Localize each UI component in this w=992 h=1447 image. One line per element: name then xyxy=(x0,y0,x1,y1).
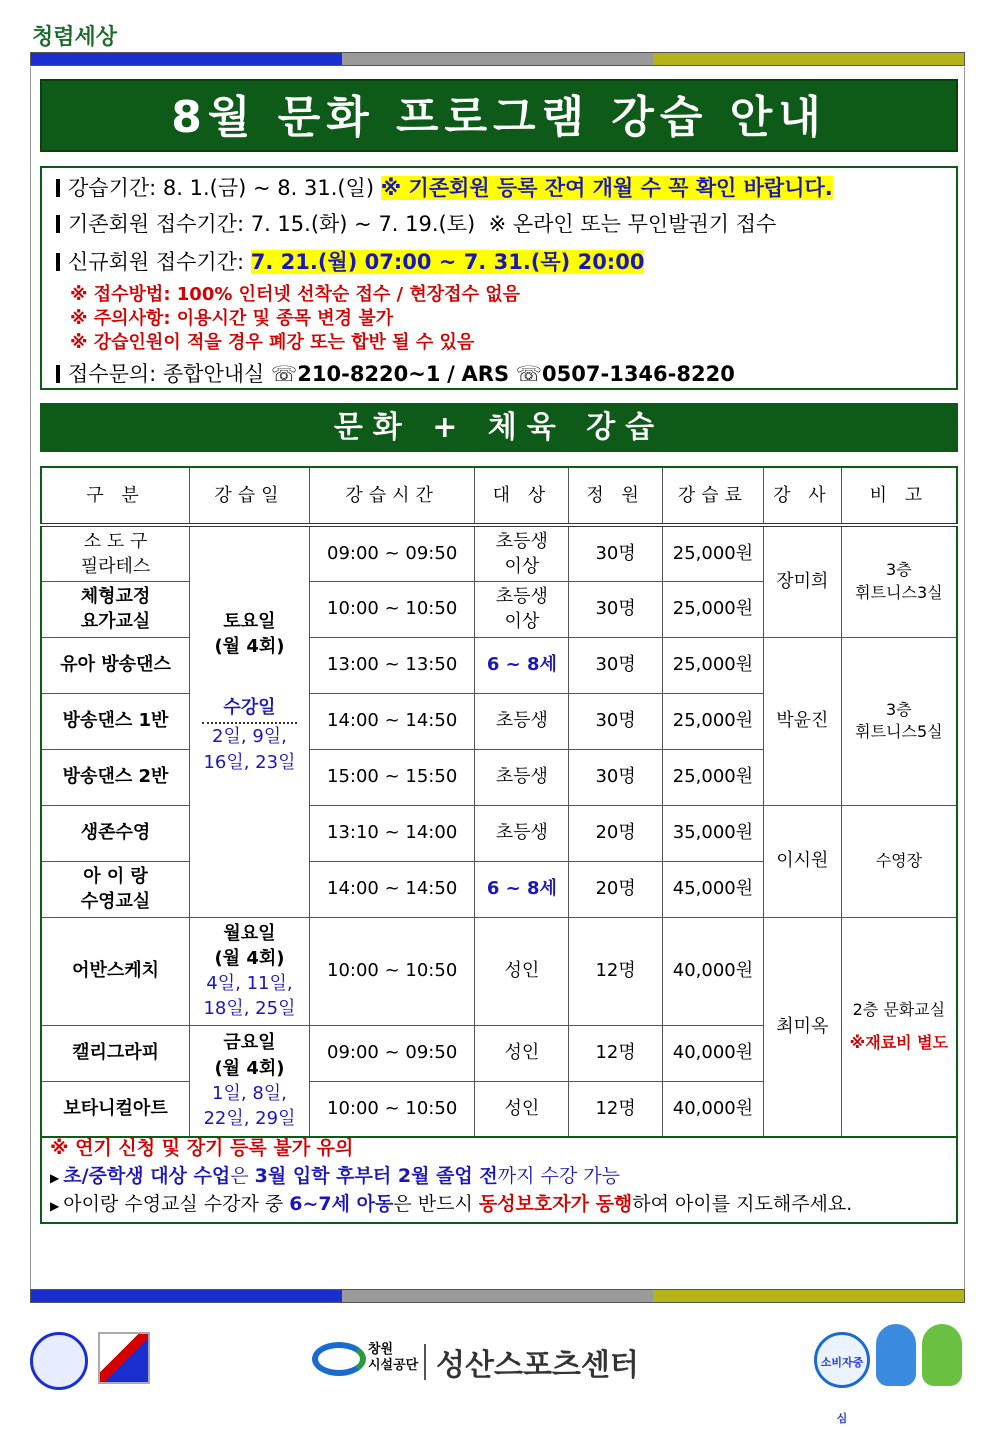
class-name: 생존수영 xyxy=(41,805,190,861)
period-line xyxy=(56,172,833,202)
saturday-label: 수강일 xyxy=(202,695,297,724)
section-title: 문화 + 체육 강습 xyxy=(40,403,958,452)
class-time: 13:10 ~ 14:00 xyxy=(309,805,475,861)
class-time: 15:00 ~ 15:50 xyxy=(309,749,475,805)
class-time: 14:00 ~ 14:50 xyxy=(309,861,475,917)
class-name: 방송댄스 2반 xyxy=(41,749,190,805)
class-capacity: 20명 xyxy=(569,805,663,861)
remark-cell: 수영장 xyxy=(841,805,957,917)
saturday-dates: 2일, 9일, 16일, 23일 xyxy=(203,726,296,773)
contact-line xyxy=(56,358,735,388)
class-capacity: 30명 xyxy=(569,637,663,693)
remark-cell: 3층 휘트니스5실 xyxy=(841,637,957,805)
mascot-green-icon xyxy=(922,1324,962,1386)
contact-prefix: 접수문의: 종합안내실 xyxy=(68,362,265,386)
class-fee: 25,000원 xyxy=(663,693,764,749)
new-line xyxy=(56,246,644,276)
table-row xyxy=(41,525,957,581)
instructor-cell: 최미옥 xyxy=(763,917,841,1137)
class-target: 초등생 xyxy=(475,693,569,749)
ccm-logo: 소비자중심 xyxy=(814,1332,870,1388)
info-box xyxy=(40,166,958,390)
class-time: 10:00 ~ 10:50 xyxy=(309,1081,475,1137)
period-label: 강습기간: 8. 1.(금) ~ 8. 31.(일) xyxy=(68,176,375,200)
header-target: 대 상 xyxy=(475,467,569,525)
table-header-row xyxy=(41,467,957,525)
table-row xyxy=(41,637,957,693)
existing-note: ※ 온라인 또는 무인발권기 접수 xyxy=(488,212,777,236)
header-time: 강습시간 xyxy=(309,467,475,525)
instructor-cell: 박윤진 xyxy=(763,637,841,805)
note-caution: ※ 주의사항: 이용시간 및 종목 변경 불가 xyxy=(70,308,394,329)
class-name: 캘리그라피 xyxy=(41,1025,190,1081)
center-name-logo: 성산스포츠센터 xyxy=(436,1348,639,1383)
bottom-color-band xyxy=(30,1289,965,1303)
saturday-day: 토요일 (월 4회) xyxy=(214,610,285,657)
footer-line-swim xyxy=(50,1190,956,1218)
logo-divider xyxy=(424,1344,426,1380)
changwon-logo-text: 창원 시설공단 xyxy=(368,1342,419,1373)
monday-day: 월요일 (월 4회) xyxy=(214,922,285,969)
class-fee: 45,000원 xyxy=(663,861,764,917)
page-title: 8월 문화 프로그램 강습 안내 xyxy=(40,79,958,152)
class-target: 초등생 이상 xyxy=(475,581,569,637)
footer-swim-head: 아이랑 수영교실 수강자 중 xyxy=(63,1193,290,1215)
class-fee: 40,000원 xyxy=(663,1081,764,1137)
new-label: 신규회원 접수기간: xyxy=(68,250,245,274)
header-category: 구 분 xyxy=(41,467,190,525)
header-fee: 강습료 xyxy=(663,467,764,525)
class-capacity: 12명 xyxy=(569,1025,663,1081)
class-capacity: 12명 xyxy=(569,917,663,1025)
class-time: 13:00 ~ 13:50 xyxy=(309,637,475,693)
class-fee: 35,000원 xyxy=(663,805,764,861)
friday-cell xyxy=(190,1025,310,1137)
class-fee: 25,000원 xyxy=(663,581,764,637)
triangle-bullet-icon: ▶ xyxy=(50,1199,60,1213)
footer-students-target: 초/중학생 대상 수업 xyxy=(63,1165,231,1187)
class-capacity: 12명 xyxy=(569,1081,663,1137)
class-name: 소 도 구 필라테스 xyxy=(41,525,190,581)
remark-cell: 3층 휘트니스3실 xyxy=(841,525,957,637)
contact-sep: / xyxy=(447,362,455,386)
class-capacity: 30명 xyxy=(569,693,663,749)
class-target: 성인 xyxy=(475,1081,569,1137)
table-row xyxy=(41,805,957,861)
class-time: 10:00 ~ 10:50 xyxy=(309,917,475,1025)
class-target: 6 ~ 8세 xyxy=(475,861,569,917)
footer-swim-mid: 은 반드시 xyxy=(393,1193,479,1215)
saturday-cell xyxy=(190,525,310,917)
footer-students-range: 3월 입학 후부터 2월 졸업 전 xyxy=(254,1165,498,1187)
monday-cell xyxy=(190,917,310,1025)
changwon-logo-icon xyxy=(312,1342,366,1376)
header-remark: 비 고 xyxy=(841,467,957,525)
mascot-blue-icon xyxy=(876,1324,916,1386)
note-cancel: ※ 강습인원이 적을 경우 폐강 또는 합반 될 수 있음 xyxy=(70,332,475,353)
ars-label: ARS xyxy=(461,362,510,386)
footer-swim-age: 6~7세 아동 xyxy=(289,1193,394,1215)
class-name: 유아 방송댄스 xyxy=(41,637,190,693)
class-time: 14:00 ~ 14:50 xyxy=(309,693,475,749)
class-fee: 25,000원 xyxy=(663,749,764,805)
triangle-bullet-icon: ▶ xyxy=(50,1171,60,1185)
phone-main[interactable]: ☏210-8220~1 xyxy=(271,362,441,386)
footer-line-students xyxy=(50,1162,956,1190)
class-capacity: 20명 xyxy=(569,861,663,917)
class-target: 초등생 xyxy=(475,749,569,805)
existing-line xyxy=(56,208,776,238)
footer-logos xyxy=(0,1320,992,1425)
class-name: 어반스케치 xyxy=(41,917,190,1025)
class-time: 10:00 ~ 10:50 xyxy=(309,581,475,637)
class-target: 초등생 이상 xyxy=(475,525,569,581)
phone-ars[interactable]: ☏0507-1346-8220 xyxy=(515,362,735,386)
note-method: ※ 접수방법: 100% 인터넷 선착순 접수 / 현장접수 없음 xyxy=(70,284,520,305)
class-capacity: 30명 xyxy=(569,749,663,805)
class-capacity: 30명 xyxy=(569,581,663,637)
friday-dates: 1일, 8일, 22일, 29일 xyxy=(203,1082,296,1129)
footer-students-particle: 은 xyxy=(230,1165,255,1187)
class-target: 성인 xyxy=(475,1025,569,1081)
class-time: 09:00 ~ 09:50 xyxy=(309,1025,475,1081)
certification-logo-icon xyxy=(98,1332,150,1384)
footer-notes xyxy=(40,1134,958,1224)
remark-material-note: ※재료비 별도 xyxy=(849,1032,949,1052)
human-rights-logo-icon xyxy=(30,1332,88,1390)
class-fee: 25,000원 xyxy=(663,525,764,581)
class-time: 09:00 ~ 09:50 xyxy=(309,525,475,581)
class-target: 6 ~ 8세 xyxy=(475,637,569,693)
header-instructor: 강 사 xyxy=(763,467,841,525)
top-color-band xyxy=(30,52,965,66)
existing-label: 기존회원 접수기간: 7. 15.(화) ~ 7. 19.(토) xyxy=(68,212,476,236)
new-value: 7. 21.(월) 07:00 ~ 7. 31.(목) 20:00 xyxy=(250,250,645,274)
class-name: 아 이 랑 수영교실 xyxy=(41,861,190,917)
footer-swim-guardian: 동성보호자가 동행 xyxy=(478,1193,633,1215)
footer-swim-tail: 하여 아이를 지도해주세요. xyxy=(632,1193,853,1215)
remark-room: 2층 문화교실 xyxy=(852,1000,946,1020)
class-name: 체형교정 요가교실 xyxy=(41,581,190,637)
footer-students-tail: 까지 수강 가능 xyxy=(497,1165,620,1187)
class-name: 방송댄스 1반 xyxy=(41,693,190,749)
class-capacity: 30명 xyxy=(569,525,663,581)
footer-warning: ※ 연기 신청 및 장기 등록 불가 유의 xyxy=(50,1137,354,1159)
class-target: 초등생 xyxy=(475,805,569,861)
table-row xyxy=(41,917,957,1025)
class-name: 보타니컬아트 xyxy=(41,1081,190,1137)
instructor-cell: 이시원 xyxy=(763,805,841,917)
remark-cell xyxy=(841,917,957,1137)
schedule-table xyxy=(40,466,958,1138)
header-capacity: 정 원 xyxy=(569,467,663,525)
class-fee: 25,000원 xyxy=(663,637,764,693)
period-note: ※ 기존회원 등록 잔여 개월 수 꼭 확인 바랍니다. xyxy=(380,176,833,200)
header-day: 강습일 xyxy=(190,467,310,525)
class-fee: 40,000원 xyxy=(663,1025,764,1081)
class-fee: 40,000원 xyxy=(663,917,764,1025)
class-target: 성인 xyxy=(475,917,569,1025)
friday-day: 금요일 (월 4회) xyxy=(214,1032,285,1079)
monday-dates: 4일, 11일, 18일, 25일 xyxy=(203,973,296,1020)
instructor-cell: 장미희 xyxy=(763,525,841,637)
brand-logo xyxy=(32,20,117,51)
brand-text: 청렴세상 xyxy=(32,24,118,50)
